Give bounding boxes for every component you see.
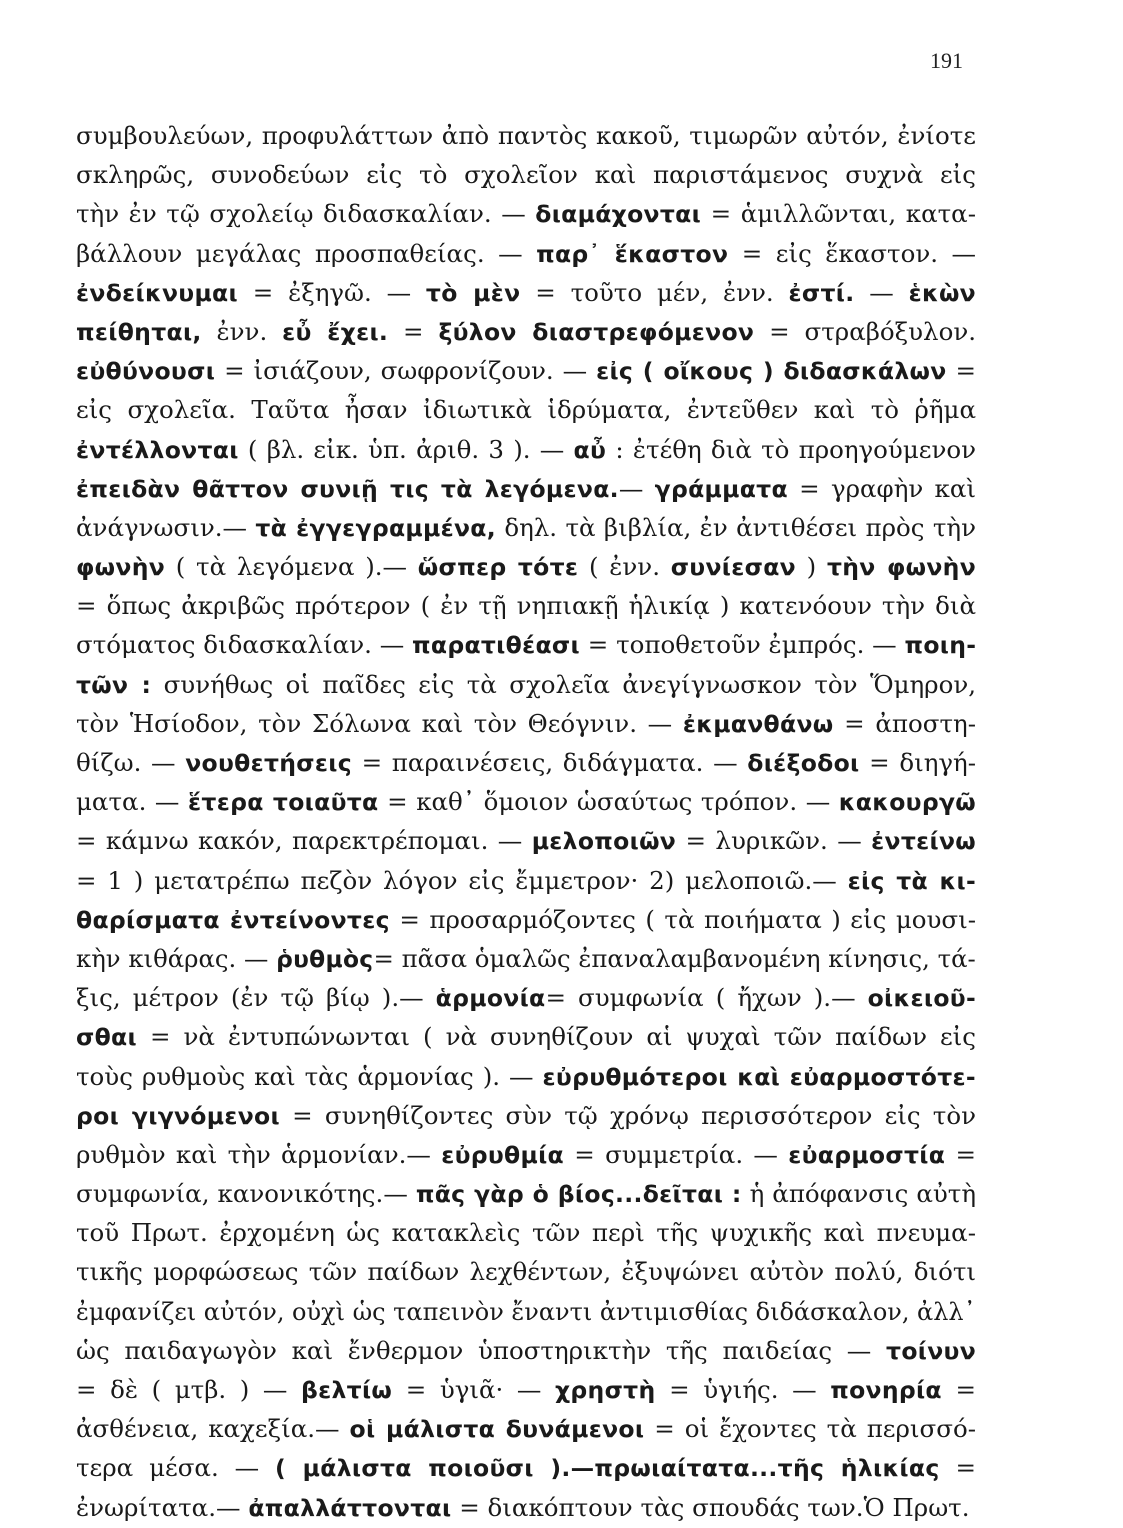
bold-term: κακουργῶ (838, 788, 976, 817)
bold-term: εἰς τὰ κι- (847, 866, 976, 895)
bold-term: παρατιθέασι (411, 631, 580, 660)
text-line (76, 390, 976, 429)
text-segment: = δὲ ( μτβ. ) — (76, 1375, 301, 1404)
bold-term: ἐνδείκνυμαι (76, 278, 238, 307)
text-segment: τὸν Ἡσίοδον, τὸν Σόλωνα καὶ τὸν Θεόγνιν. — (76, 708, 683, 738)
text-line (76, 351, 976, 390)
text-line (76, 1448, 976, 1487)
text-line (76, 1252, 976, 1291)
text-segment: ὡς παιδαγωγὸν καὶ ἔνθερμον ὑποστηρικτὴν τῆς παιδείας — (76, 1335, 887, 1365)
text-segment: = πᾶσα ὁμαλῶς ἐπαναλαμβανομένη κίνησις, τά- (373, 943, 976, 973)
text-line (76, 1488, 976, 1527)
text-segment: = (945, 1139, 977, 1169)
bold-term: τοίνυν (886, 1336, 976, 1365)
bold-term: ἐντείνω (871, 827, 976, 856)
text-line (76, 1370, 976, 1409)
bold-term: ἁρμονία (435, 984, 546, 1013)
text-segment: : ἐτέθη διὰ τὸ προηγούμενον (606, 434, 976, 464)
text-segment: = καθ᾽ ὅμοιον ὡσαύτως τρόπον. — (378, 787, 839, 817)
text-segment: κὴν κιθάρας. — (76, 943, 277, 973)
bold-term: οἱ μάλιστα δυνάμενοι (349, 1415, 645, 1444)
body-text (76, 116, 976, 1527)
bold-term: ἕτερα τοιαῦτα (188, 788, 379, 817)
text-segment: τικῆς μορφώσεως τῶν παίδων λεχθέντων, ἐξυψώνει αὐτὸν πολύ, διότι (76, 1257, 976, 1287)
text-segment: θίζω. — (76, 748, 186, 777)
text-line (76, 508, 976, 547)
text-line (76, 625, 976, 664)
bold-term: τὰ ἐγγεγραμμένα, (255, 513, 496, 542)
text-segment: = (388, 316, 439, 346)
text-line (76, 704, 976, 743)
text-line (76, 978, 976, 1017)
bold-term: βελτίω (300, 1376, 393, 1404)
text-line (76, 821, 976, 860)
text-segment: = γραφὴν καὶ (787, 473, 976, 503)
text-segment: ( ἐνν. (578, 552, 671, 582)
text-segment: = τοῦτο μέν, ἐνν. (520, 277, 789, 307)
text-line (76, 782, 976, 821)
text-segment: = ὑγιής. — (655, 1375, 831, 1404)
bold-term: ποιη- (904, 631, 977, 660)
text-segment: = στραβόξυλον. (754, 316, 976, 346)
bold-term: ξύλον διαστρεφόμενον (438, 317, 755, 346)
text-line (76, 194, 976, 233)
text-segment: ματα. — (76, 787, 189, 817)
bold-term: ἐπειδὰν θᾶττον συνιῇ τις τὰ λεγόμενα. (76, 474, 619, 503)
text-segment: = εἰς ἕκαστον. — (728, 238, 976, 268)
text-segment: = ὑγιᾶ· — (392, 1375, 555, 1404)
text-segment: = (941, 1375, 976, 1404)
bold-term: χρηστὴ (554, 1376, 656, 1404)
bold-term: ἀπαλλάττονται (248, 1493, 452, 1522)
text-line (76, 312, 976, 351)
text-segment: ἡ ἀπόφανσις αὐτὴ (741, 1179, 977, 1209)
bold-term: νουθετήσεις (185, 749, 352, 777)
text-segment: στόματος διδασκαλίαν. — (76, 630, 412, 660)
text-line (76, 861, 976, 900)
text-segment: = νὰ ἐντυπώνωνται ( νὰ συνηθίζουν αἱ ψυχαὶ τῶν παίδων εἰς (136, 1022, 976, 1052)
bold-term: αὖ (573, 435, 607, 464)
bold-term: σθαι (76, 1023, 137, 1052)
text-segment: ἀνάγνωσιν.— (76, 512, 256, 542)
text-line (76, 939, 976, 978)
text-segment: = συμφωνία ( ἤχων ).— (545, 983, 868, 1013)
text-line (76, 430, 976, 469)
text-segment: ( βλ. εἰκ. ὑπ. ἀριθ. 3 ). — (238, 434, 574, 464)
text-line (76, 743, 976, 782)
text-segment: ἀσθένεια, καχεξία.— (76, 1414, 350, 1444)
text-segment: = παραινέσεις, διδάγματα. — (351, 748, 748, 777)
text-segment: = ἁμιλλῶνται, κατα- (701, 199, 976, 229)
bold-term: εὐθύνουσι (76, 357, 216, 386)
text-line (76, 1174, 976, 1213)
text-line (76, 1409, 976, 1448)
text-segment: σκληρῶς, συνοδεύων εἰς τὸ σχολεῖον καὶ παριστάμενος συχνὰ εἰς (76, 160, 976, 190)
bold-term: ὥσπερ τότε (417, 553, 579, 582)
text-line (76, 1292, 976, 1331)
bold-term: εὐαρμοστία (788, 1140, 946, 1169)
text-segment: συνήθως οἱ παῖδες εἰς τὰ σχολεῖα ἀνεγίγνωσκον τὸν Ὅμηρον, (151, 669, 977, 699)
text-line (76, 1096, 976, 1135)
text-segment: — (854, 277, 909, 307)
text-segment: συμβουλεύων, προφυλάττων ἀπὸ παντὸς κακοῦ, τιμωρῶν αὐτόν, ἐνίοτε (76, 121, 976, 150)
text-segment: = διηγή- (859, 748, 976, 777)
bold-term: εὐρυθμία (441, 1140, 564, 1169)
text-segment: — (618, 473, 655, 503)
text-line (76, 469, 976, 508)
text-segment: = ἐξηγῶ. — (237, 277, 426, 307)
bold-term: πᾶς γὰρ ὁ βίος...δεῖται : (415, 1180, 742, 1209)
text-line (76, 234, 976, 273)
text-segment: = (939, 1453, 976, 1483)
text-line (76, 586, 976, 625)
text-line (76, 1057, 976, 1096)
text-segment: ἐνωρίτατα.— (76, 1492, 249, 1522)
bold-term: παρ᾽ ἕκαστον (536, 239, 729, 268)
text-line (76, 1331, 976, 1370)
text-segment: = (946, 356, 976, 386)
text-line (76, 547, 976, 586)
text-segment: τοὺς ρυθμοὺς καὶ τὰς ἁρμονίας ). — (76, 1061, 543, 1091)
text-segment: ἐνν. (201, 316, 283, 346)
text-line (76, 665, 976, 704)
bold-term: ροι γιγνόμενοι (76, 1101, 280, 1130)
text-segment: = λυρικῶν. — (676, 826, 872, 856)
text-line (76, 1017, 976, 1056)
bold-term: πείθηται, (76, 317, 202, 346)
bold-term: ἐντέλλονται (76, 435, 239, 464)
bold-term: διέξοδοι (747, 749, 860, 777)
text-segment: δηλ. τὰ βιβλία, ἐν ἀντιθέσει πρὸς τὴν (495, 512, 976, 542)
bold-term: ἐστί. (788, 278, 855, 307)
bold-term: εὐρυθμότεροι καὶ εὐαρμοστότε- (542, 1062, 976, 1091)
text-segment: βάλλουν μεγάλας προσπαθείας. — (76, 238, 537, 268)
text-segment: τὴν ἐν τῷ σχολείῳ διδασκαλίαν. — (76, 199, 536, 229)
bold-term: οἰκειοῦ- (867, 984, 976, 1013)
bold-term: διαμάχονται (535, 200, 702, 229)
text-segment: ἐμφανίζει αὐτόν, οὐχὶ ὡς ταπεινὸν ἔναντι ἀντιμισθίας διδάσκαλον, ἀλλ᾽ (76, 1296, 976, 1326)
bold-term: φωνὴν (76, 553, 166, 582)
text-line (76, 116, 976, 155)
text-segment: = κάμνω κακόν, παρεκτρέπομαι. — (76, 826, 532, 856)
bold-term: θαρίσματα ἐντείνοντες (76, 905, 390, 934)
bold-term: τὴν φωνὴν (826, 553, 977, 582)
bold-term: τὸ μὲν (425, 278, 521, 307)
bold-term: τῶν : (76, 670, 152, 699)
text-segment: = οἱ ἔχοντες τὰ περισσό- (644, 1414, 976, 1444)
page-number: 191 (930, 48, 963, 73)
bold-term: ἐκμανθάνω (682, 709, 834, 738)
text-segment: τερα μέσα. — (76, 1453, 276, 1483)
bold-term: εἰς ( οἴκους ) διδασκάλων (596, 357, 947, 386)
bold-term: μελοποιῶν (531, 827, 677, 856)
text-line (76, 900, 976, 939)
bold-term: εὖ ἔχει. (282, 317, 389, 346)
text-segment: = τοποθετοῦν ἐμπρός. — (579, 630, 905, 660)
text-segment: συμφωνία, κανονικότης.— (76, 1179, 416, 1209)
text-line (76, 1135, 976, 1174)
bold-term: ἑκὼν (908, 278, 976, 307)
text-line (76, 155, 976, 194)
text-line (76, 273, 976, 312)
bold-term: ῥυθμὸς (276, 944, 374, 973)
bold-term: ( μάλιστα ποιοῦσι ).—πρωιαίτατα...τῆς ἡλικίας (275, 1454, 940, 1483)
text-segment: = ἀποστη- (833, 708, 976, 738)
text-segment: = ὅπως ἀκριβῶς πρότερον ( ἐν τῇ νηπιακῇ ἡλικίᾳ ) κατενόουν τὴν διὰ (76, 591, 976, 621)
text-segment: ) (795, 552, 827, 582)
text-segment: = συμμετρία. — (563, 1139, 789, 1169)
text-segment: = προσαρμόζοντες ( τὰ ποιήματα ) εἰς μουσι- (389, 904, 977, 934)
text-line (76, 1213, 976, 1252)
text-segment: ρυθμὸν καὶ τὴν ἁρμονίαν.— (76, 1139, 442, 1169)
text-segment: εἰς σχολεῖα. Ταῦτα ἦσαν ἰδιωτικὰ ἱδρύματα, ἐντεῦθεν καὶ τὸ ῥῆμα (76, 395, 976, 425)
text-segment: τοῦ Πρωτ. ἐρχομένη ὡς κατακλεὶς τῶν περὶ τῆς ψυχικῆς καὶ πνευμα- (76, 1218, 976, 1248)
text-segment: = συνηθίζοντες σὺν τῷ χρόνῳ περισσότερον εἰς τὸν (279, 1100, 976, 1130)
bold-term: συνίεσαν (670, 553, 796, 582)
bold-term: πονηρία (830, 1376, 942, 1404)
text-segment: ξις, μέτρον (ἐν τῷ βίῳ ).— (76, 983, 436, 1013)
text-segment: = ἰσιάζουν, σωφρονίζουν. — (215, 356, 597, 386)
text-segment: = 1 ) μετατρέπω πεζὸν λόγον εἰς ἔμμετρον· 2) μελοποιῶ.— (76, 865, 848, 895)
text-segment: = διακόπτουν τὰς σπουδάς των.Ὁ Πρωτ. (451, 1492, 970, 1522)
bold-term: γράμματα (654, 474, 788, 503)
text-segment: ( τὰ λεγόμενα ).— (165, 552, 418, 582)
